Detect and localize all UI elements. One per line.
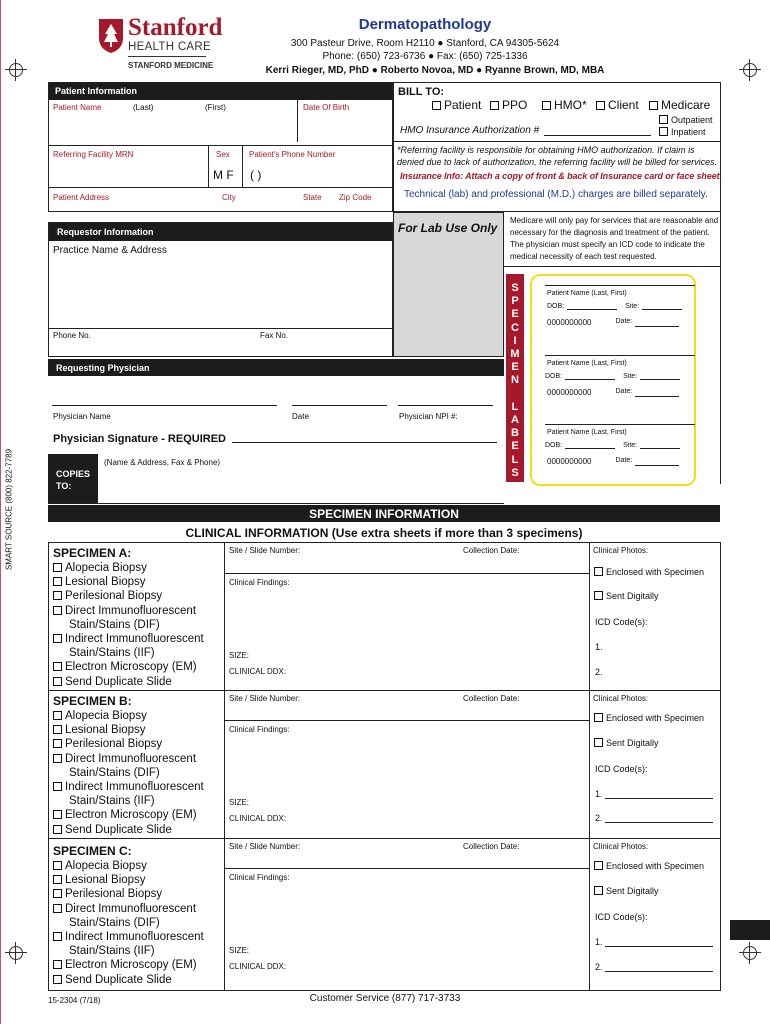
specimen-label-card[interactable]: Patient Name (Last, First) DOB: Site: 0000000000 Date: [539, 424, 695, 466]
checkbox-icon[interactable] [649, 101, 658, 110]
ddx-label: CLINICAL DDX: [229, 814, 287, 823]
checkbox-icon[interactable] [53, 932, 62, 941]
row-divider [504, 266, 721, 267]
test-option-cont: Stain/Stains (IIF) [69, 795, 155, 808]
photos-label: Clinical Photos: [593, 546, 649, 555]
enclosed-option[interactable]: Enclosed with Specimen [594, 713, 704, 723]
specimen-title: SPECIMEN A: [53, 546, 132, 560]
city-label: City [222, 193, 236, 202]
checkbox-icon[interactable] [53, 861, 62, 870]
physician-name-label: Physician Name [53, 412, 111, 421]
customer-service: Customer Service (877) 717-3733 [309, 993, 461, 1004]
physician-name-field[interactable] [52, 405, 277, 406]
checkbox-icon[interactable] [53, 975, 62, 984]
test-option-cont: Stain/Stains (DIF) [69, 916, 160, 929]
checkbox-icon[interactable] [594, 713, 603, 722]
physician-npi-field[interactable] [398, 405, 493, 406]
row-divider [49, 187, 392, 188]
doctors-list: Kerri Rieger, MD, PhD ● Roberto Novoa, MD ● Ryanne Brown, MD, MBA [265, 65, 605, 76]
sex-label: Sex [216, 150, 230, 159]
test-option-cont: Stain/Stains (IIF) [69, 945, 155, 958]
practice-label: Practice Name & Address [53, 245, 167, 256]
page-title: Dermatopathology [358, 16, 492, 33]
icd-1-field[interactable] [605, 946, 713, 947]
medicare-note: Medicare will only pay for services that are reasonable and necessary for the diagnosis and treatment of the patient. The physician must specify an ICD code to indicate the medical necessity of each test requested. [510, 216, 719, 261]
specimen-labels-text: S P E C I M E N L A B E L S [510, 282, 520, 479]
charges-note: Technical (lab) and professional (M.D.) charges are billed separately. [404, 189, 708, 200]
checkbox-icon[interactable] [53, 563, 62, 572]
specimen-b-tests [53, 694, 223, 837]
clinical-info-title: CLINICAL INFORMATION (Use extra sheets if more than 3 specimens) [185, 526, 583, 540]
col-divider [589, 542, 590, 991]
row-divider [393, 141, 721, 142]
lab-phone: Phone: (650) 723-6736 ● Fax: (650) 725-1336 [322, 51, 528, 62]
icd-1-field[interactable] [605, 798, 713, 799]
checkbox-icon[interactable] [594, 861, 603, 870]
checkbox-icon[interactable] [432, 101, 441, 110]
first-label: (First) [205, 103, 226, 112]
requestor-header: Requestor Information [49, 223, 392, 241]
icd-label: ICD Code(s): [595, 764, 648, 774]
fax-label: Fax No. [260, 331, 289, 340]
registration-mark-icon [739, 59, 761, 81]
hmo-note: *Referring facility is responsible for obtaining HMO authorization. If claim is denied due to lack of authorization, the referring facility will be billed for services. [397, 145, 718, 167]
collection-date-label: Collection Date: [463, 546, 520, 555]
checkbox-icon[interactable] [594, 567, 603, 576]
checkbox-icon[interactable] [490, 101, 499, 110]
test-option[interactable]: Perilesional Biopsy [53, 887, 223, 901]
checkbox-icon[interactable] [53, 889, 62, 898]
bill-outpatient[interactable]: Outpatient [659, 115, 713, 125]
specimen-label-card[interactable]: Patient Name (Last, First) DOB: Site: 0000000000 Date: [539, 285, 695, 327]
phone-label: Phone No. [53, 331, 91, 340]
icd-1-label: 1. [595, 642, 603, 652]
test-option[interactable]: Direct Immunofluorescent [53, 902, 223, 916]
bill-medicare[interactable]: Medicare [649, 98, 710, 112]
photos-label: Clinical Photos: [593, 694, 649, 703]
checkbox-icon[interactable] [594, 591, 603, 600]
right-border [720, 212, 721, 484]
bill-title: BILL TO: [398, 86, 445, 98]
checkbox-icon[interactable] [53, 875, 62, 884]
bill-patient[interactable]: Patient [432, 98, 481, 112]
checkbox-icon[interactable] [53, 960, 62, 969]
digital-option[interactable]: Sent Digitally [594, 886, 659, 896]
address-label: Patient Address [53, 193, 110, 202]
checkbox-icon[interactable] [53, 725, 62, 734]
test-option-cont: Stain/Stains (DIF) [69, 766, 160, 779]
checkbox-icon[interactable] [53, 662, 62, 671]
checkbox-icon[interactable] [53, 810, 62, 819]
icd-label: ICD Code(s): [595, 617, 648, 627]
copies-hint: (Name & Address, Fax & Phone) [104, 458, 221, 467]
registration-mark-icon [5, 59, 27, 81]
test-option[interactable]: Lesional Biopsy [53, 575, 223, 589]
specimen-title: SPECIMEN B: [53, 694, 132, 708]
icd-2-label: 2. [595, 813, 603, 823]
test-option[interactable]: Send Duplicate Slide [53, 675, 223, 689]
specimen-title: SPECIMEN C: [53, 844, 132, 858]
test-option[interactable]: Electron Microscopy (EM) [53, 808, 223, 822]
form-code: 15-2304 (7/18) [48, 996, 101, 1005]
row-divider[interactable] [49, 145, 392, 146]
test-option[interactable]: Electron Microscopy (EM) [53, 660, 223, 674]
test-option[interactable]: Indirect Immunofluorescent [53, 930, 223, 944]
size-label: SIZE: [229, 651, 250, 660]
checkbox-icon[interactable] [53, 825, 62, 834]
icd-2-label: 2. [595, 962, 603, 972]
checkbox-icon[interactable] [53, 782, 62, 791]
test-option[interactable]: Alopecia Biopsy [53, 561, 223, 575]
row-divider [224, 573, 589, 574]
phone-parens[interactable]: ( ) [250, 168, 262, 182]
specimen-c-tests [53, 844, 223, 987]
stanford-logo [98, 18, 124, 59]
test-option-cont: Stain/Stains (IIF) [69, 647, 155, 660]
test-option[interactable]: Indirect Immunofluorescent [53, 632, 223, 646]
row-divider [48, 690, 721, 691]
icd-2-field[interactable] [605, 971, 713, 972]
row-divider [48, 838, 721, 839]
dob-divider [297, 100, 298, 142]
checkbox-icon[interactable] [53, 754, 62, 763]
insurance-note: Insurance Info: Attach a copy of front & back of Insurance card or face sheet. [400, 171, 722, 181]
photos-label: Clinical Photos: [593, 842, 649, 851]
test-option[interactable]: Send Duplicate Slide [53, 823, 223, 837]
checkbox-icon[interactable] [53, 739, 62, 748]
signature-field[interactable] [232, 442, 497, 443]
icd-label: ICD Code(s): [595, 912, 648, 922]
checkbox-icon[interactable] [596, 101, 605, 110]
registration-mark-icon [739, 942, 761, 964]
checkbox-icon[interactable] [53, 606, 62, 615]
test-option[interactable]: Send Duplicate Slide [53, 973, 223, 987]
bill-client[interactable]: Client [596, 98, 639, 112]
site-label: Site / Slide Number: [229, 694, 301, 703]
dob-label: Date Of Birth [303, 103, 350, 112]
phone-divider [242, 145, 243, 187]
enclosed-option[interactable]: Enclosed with Specimen [594, 861, 704, 871]
copies-field[interactable] [48, 454, 504, 504]
size-label: SIZE: [229, 946, 250, 955]
checkbox-icon[interactable] [542, 101, 551, 110]
test-option[interactable]: Alopecia Biopsy [53, 859, 223, 873]
checkbox-icon[interactable] [53, 677, 62, 686]
bill-hmo[interactable]: HMO* [542, 98, 587, 112]
checkbox-icon[interactable] [594, 738, 603, 747]
lab-address: 300 Pasteur Drive, Room H2110 ● Stanford, CA 94305-5624 [290, 38, 560, 49]
size-label: SIZE: [229, 798, 250, 807]
corner-tab [730, 920, 770, 940]
row-divider [224, 720, 589, 721]
ddx-label: CLINICAL DDX: [229, 667, 287, 676]
brand-name: Stanford [128, 14, 223, 41]
npi-label: Physician NPI #: [399, 412, 458, 421]
test-option[interactable]: Electron Microscopy (EM) [53, 958, 223, 972]
icd-1-label: 1. [595, 789, 603, 799]
bill-ppo[interactable]: PPO [490, 98, 527, 112]
side-print-code: SMART SOURCE (800) 822-7789 [4, 448, 14, 571]
patient-phone-label: Patient's Phone Number [249, 150, 336, 159]
hmo-auth-label: HMO Insurance Authorization # [400, 125, 540, 136]
row-divider [224, 868, 589, 869]
findings-label: Clinical Findings: [229, 578, 290, 587]
icd-1-label: 1. [595, 937, 603, 947]
row-divider [49, 328, 392, 329]
checkbox-icon[interactable] [53, 634, 62, 643]
patient-name-label: Patient Name [53, 103, 102, 112]
ddx-label: CLINICAL DDX: [229, 962, 287, 971]
test-option[interactable]: Lesional Biopsy [53, 873, 223, 887]
collection-date-label: Collection Date: [463, 694, 520, 703]
checkbox-icon[interactable] [659, 127, 668, 136]
test-option[interactable]: Perilesional Biopsy [53, 589, 223, 603]
test-option-cont: Stain/Stains (DIF) [69, 618, 160, 631]
mrn-label: Referring Facility MRN [53, 150, 134, 159]
test-option[interactable]: Direct Immunofluorescent [53, 604, 223, 618]
findings-label: Clinical Findings: [229, 725, 290, 734]
sex-options[interactable]: M F [213, 168, 234, 182]
enclosed-option[interactable]: Enclosed with Specimen [594, 567, 704, 577]
bill-inpatient[interactable]: Inpatient [659, 127, 706, 137]
registration-mark-icon [5, 942, 27, 964]
site-label: Site / Slide Number: [229, 842, 301, 851]
icd-2-field[interactable] [605, 822, 713, 823]
brand-org: STANFORD MEDICINE [128, 61, 214, 70]
checkbox-icon[interactable] [594, 886, 603, 895]
site-label: Site / Slide Number: [229, 546, 301, 555]
checkbox-icon[interactable] [659, 115, 668, 124]
brand-divider [128, 56, 206, 57]
findings-label: Clinical Findings: [229, 873, 290, 882]
checkbox-icon[interactable] [53, 577, 62, 586]
sex-divider [208, 145, 209, 187]
test-option[interactable]: Direct Immunofluorescent [53, 752, 223, 766]
specimen-info-header: SPECIMEN INFORMATION [48, 505, 720, 522]
hmo-auth-field[interactable] [544, 135, 651, 136]
digital-option[interactable]: Sent Digitally [594, 738, 659, 748]
specimen-label-card[interactable]: Patient Name (Last, First) DOB: Site: 0000000000 Date: [539, 355, 695, 397]
stanford-tree-icon [98, 18, 124, 54]
copies-label: COPIES TO: [48, 454, 98, 504]
brand-sub: HEALTH CARE [128, 41, 211, 53]
physician-header: Requesting Physician [48, 359, 504, 376]
requestor-section [48, 222, 393, 357]
test-option[interactable]: Lesional Biopsy [53, 723, 223, 737]
icd-2-label: 2. [595, 667, 603, 677]
state-label: State [303, 193, 322, 202]
signature-label: Physician Signature - REQUIRED [53, 433, 226, 445]
specimen-a-tests [53, 546, 223, 689]
patient-header: Patient Information [49, 83, 392, 100]
checkbox-icon[interactable] [53, 591, 62, 600]
test-option[interactable]: Perilesional Biopsy [53, 737, 223, 751]
physician-date-field[interactable] [292, 405, 387, 406]
lab-use-title: For Lab Use Only [398, 221, 498, 235]
last-label: (Last) [133, 103, 154, 112]
col-divider [224, 542, 225, 991]
checkbox-icon[interactable] [53, 904, 62, 913]
collection-date-label: Collection Date: [463, 842, 520, 851]
checkbox-icon[interactable] [53, 711, 62, 720]
test-option[interactable]: Indirect Immunofluorescent [53, 780, 223, 794]
test-option[interactable]: Alopecia Biopsy [53, 709, 223, 723]
date-label: Date [292, 412, 309, 421]
digital-option[interactable]: Sent Digitally [594, 591, 659, 601]
zip-label: Zip Code [339, 193, 372, 202]
